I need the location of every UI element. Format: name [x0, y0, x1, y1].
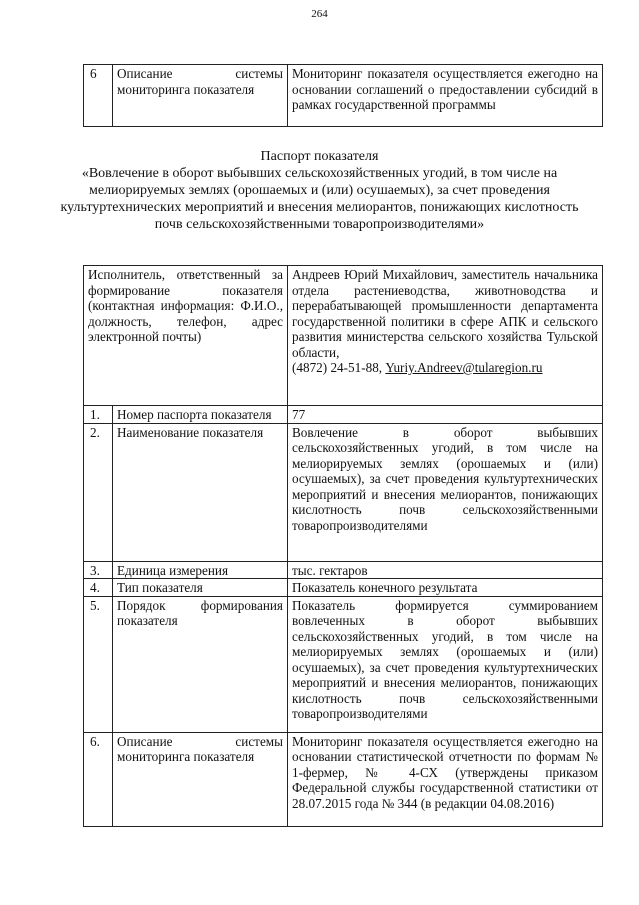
table-row	[84, 561, 603, 579]
row-label: Единица измерения	[113, 561, 288, 579]
row-label: Номер паспорта показателя	[113, 406, 288, 424]
executor-phone: (4872) 24-51-88,	[292, 360, 383, 375]
row-value: Показатель формируется суммированием вовлеченных в оборот выбывших сельскохозяйственных угодий, в том числе на мелиорируемых землях (орошаемых и (или) осушаемых), за счет проведения культуртехнических мероприятий и внесения мелиорантов, понижающих кислотность почв сельскохозяйственными товаропроизводителями	[288, 596, 603, 732]
executor-value	[288, 266, 603, 406]
row-number: 3.	[84, 561, 113, 579]
executor-label: Исполнитель, ответственный за формирование показателя (контактная информация: Ф.И.О., должность, телефон, адрес электронной почты)	[84, 266, 288, 406]
page-number: 264	[311, 8, 328, 20]
row-label: Описание системы мониторинга показателя	[113, 65, 288, 127]
executor-text: Андреев Юрий Михайлович, заместитель начальника отдела растениеводства, животноводства и перерабатывающей промышленности департамента государственной политики в сфере АПК и сельского развития министерства сельского хозяйства Тульской области,	[292, 267, 598, 360]
row-number: 4.	[84, 579, 113, 597]
row-number: 6.	[84, 732, 113, 826]
row-number: 1.	[84, 406, 113, 424]
row-label: Порядок формирования показателя	[113, 596, 288, 732]
row-number: 5.	[84, 596, 113, 732]
row-label: Описание системы мониторинга показателя	[113, 732, 288, 826]
row-value: Показатель конечного результата	[288, 579, 603, 597]
passport-title	[60, 148, 579, 233]
executor-row	[84, 266, 603, 406]
row-value: 77	[288, 406, 603, 424]
row-value: Вовлечение в оборот выбывших сельскохозяйственных угодий, в том числе на мелиорируемых землях (орошаемых и (или) осушаемых), за счет проведения культуртехнических мероприятий и внесения мелиорантов, понижающих кислотность почв сельскохозяйственными товаропроизводителями	[288, 423, 603, 561]
table-row	[84, 423, 603, 561]
passport-heading: Паспорт показателя	[260, 149, 379, 164]
executor-email-link[interactable]: Yuriy.Andreev@tularegion.ru	[385, 360, 543, 375]
table-row	[84, 406, 603, 424]
row-value: Мониторинг показателя осуществляется ежегодно на основании статистической отчетности по формам № 1-фермер, № 4-СХ (утверждены приказом Федеральной службы государственной статистики от 28.07.2015 года № 344 (в редакции 04.08.2016)	[288, 732, 603, 826]
row-number: 2.	[84, 423, 113, 561]
table-row	[84, 732, 603, 826]
row-label: Наименование показателя	[113, 423, 288, 561]
row-value: тыс. гектаров	[288, 561, 603, 579]
passport-name: «Вовлечение в оборот выбывших сельскохозяйственных угодий, в том числе на мелиорируемых землях (орошаемых и (или) осушаемых), за счет проведения культуртехнических мероприятий и внесения мелиорантов, понижающих кислотность почв сельскохозяйственными товаропроизводителями»	[60, 166, 579, 232]
row-number: 6	[84, 65, 113, 127]
continued-table	[83, 64, 603, 127]
table-row	[84, 579, 603, 597]
row-label: Тип показателя	[113, 579, 288, 597]
row-value: Мониторинг показателя осуществляется ежегодно на основании соглашений о предоставлении субсидий в рамках государственной программы	[288, 65, 603, 127]
table-row	[84, 65, 603, 127]
passport-table	[83, 265, 603, 827]
table-row	[84, 596, 603, 732]
